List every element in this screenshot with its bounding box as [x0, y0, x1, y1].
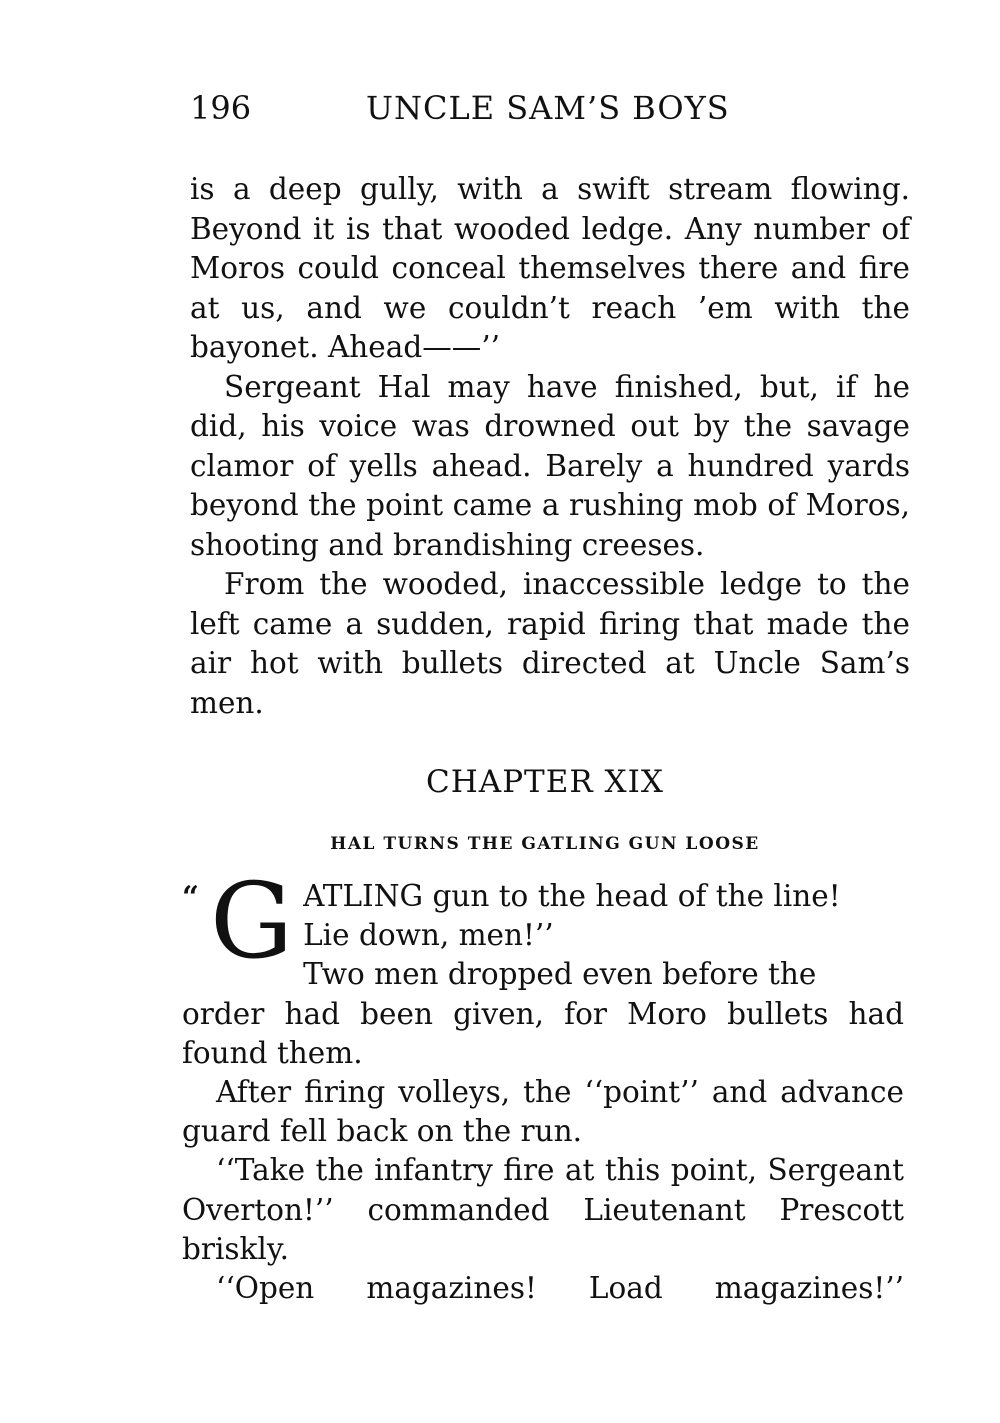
paragraph: Sergeant Hal may have finished, but, if he did, his voice was drowned out by the savage clamor of yells ahead. Barely a hundred yards beyond the point came a rushing mob of Moros, shooting and brandishing creeses.	[190, 369, 910, 562]
continued-text	[190, 170, 910, 723]
paragraph: After firing volleys, the ‘‘point’’ and advance guard fell back on the run.	[182, 1075, 904, 1149]
chapter-subtitle: HAL TURNS THE GATLING GUN LOOSE	[330, 834, 760, 854]
second-line: Lie down, men!’’	[303, 918, 554, 953]
paragraph: ‘‘Open magazines! Load magazines!’’	[216, 1271, 904, 1306]
running-title: UNCLE SAM’S BOYS	[366, 89, 730, 127]
opening-paragraph	[182, 860, 904, 1073]
opening-paragraph-rest: order had been given, for Moro bullets had found them.	[182, 996, 904, 1070]
opening-quote-mark: “	[182, 879, 199, 914]
chapter-text	[182, 860, 904, 1308]
paragraph: ‘‘Take the infantry fire at this point, Sergeant Overton!’’ commanded Lieutenant Prescott briskly.	[182, 1153, 904, 1266]
page-number: 196	[190, 89, 252, 127]
third-line: Two men dropped even before the	[303, 957, 817, 992]
running-head	[190, 86, 910, 130]
chapter-heading: CHAPTER XIX	[426, 764, 664, 800]
first-line: ATLING gun to the head of the line!	[303, 879, 841, 913]
paragraph-continued: is a deep gully, with a swift stream flowing. Beyond it is that wooded ledge. Any number of Moros could conceal themselves there and fire at us, and we couldn’t reach ’em with the bayonet. Ahead——’’	[190, 172, 910, 364]
paragraph: From the wooded, inaccessible ledge to the left came a sudden, rapid firing that made the air hot with bullets directed at Uncle Sam’s men.	[190, 567, 910, 720]
drop-cap: G	[210, 860, 294, 982]
